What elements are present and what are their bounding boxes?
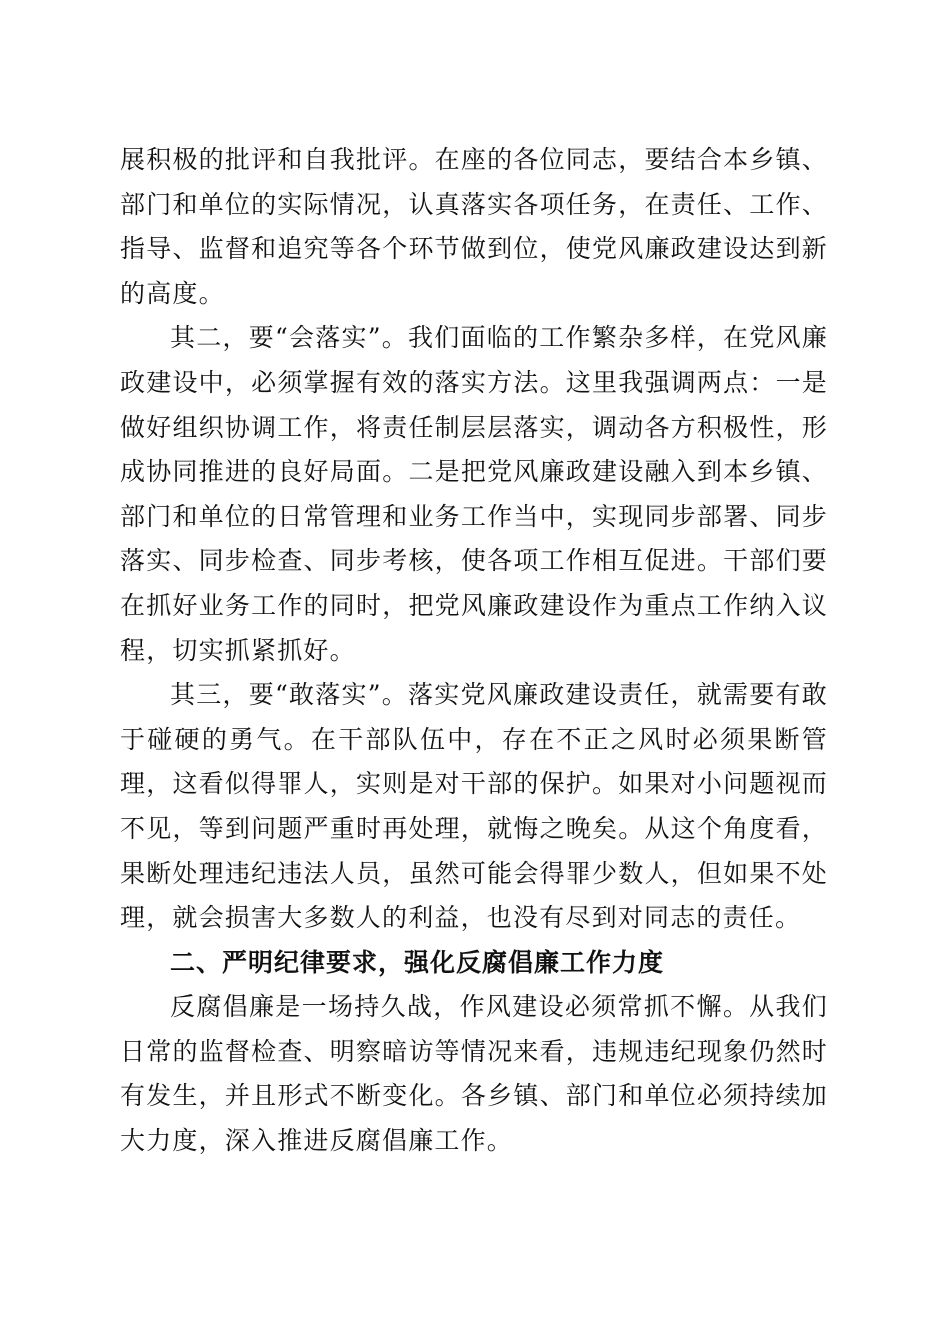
section-heading: 二、严明纪律要求，强化反腐倡廉工作力度 xyxy=(170,947,665,977)
paragraph-hui-luoshi: 其二，要“会落实”。我们面临的工作繁杂多样，在党风廉政建设中，必须掌握有效的落实方法。这里我强调两点：一是做好组织协调工作，将责任制层层落实，调动各方积极性，形成协同推进的良好局面。二是把党风廉政建设融入到本乡镇、部门和单位的日常管理和业务工作当中，实现同步部署、同步落实、同步检查、同步考核，使各项工作相互促进。干部们要在抓好业务工作的同时，把党风廉政建设作为重点工作纳入议程，切实抓紧抓好。 xyxy=(120,323,828,665)
paragraph-continued: 展积极的批评和自我批评。在座的各位同志，要结合本乡镇、部门和单位的实际情况，认真落实各项任务，在责任、工作、指导、监督和追究等各个环节做到位，使党风廉政建设达到新的高度。 xyxy=(120,145,828,308)
paragraph-anti-corruption: 反腐倡廉是一场持久战，作风建设必须常抓不懈。从我们日常的监督检查、明察暗访等情况来看，违规违纪现象仍然时有发生，并且形式不断变化。各乡镇、部门和单位必须持续加大力度，深入推进反腐倡廉工作。 xyxy=(120,992,828,1156)
document-body xyxy=(120,138,828,1164)
paragraph-gan-luoshi: 其三，要“敢落实”。落实党风廉政建设责任，就需要有敢于碰硬的勇气。在干部队伍中，存在不正之风时必须果断管理，这看似得罪人，实则是对干部的保护。如果对小问题视而不见，等到问题严重时再处理，就悔之晚矣。从这个角度看，果断处理违纪违法人员，虽然可能会得罪少数人，但如果不处理，就会损害大多数人的利益，也没有尽到对同志的责任。 xyxy=(120,680,828,933)
